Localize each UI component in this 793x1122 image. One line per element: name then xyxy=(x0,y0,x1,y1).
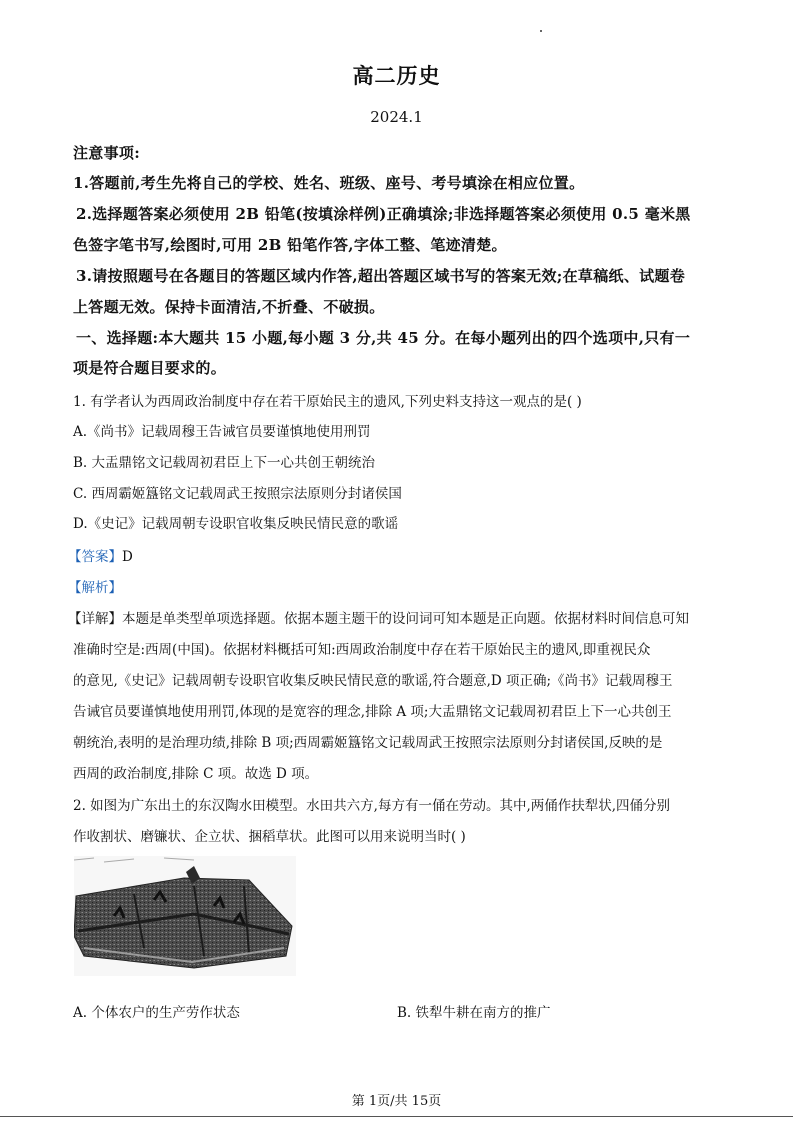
q1-option-a: A.《尚书》记载周穆王告诫官员要谨慎地使用刑罚 xyxy=(73,424,371,440)
q1-detail-line-3: 的意见,《史记》记载周朝专设职官收集反映民情民意的歌谣,符合题意,D 项正确;《尚书》记载周穆王 xyxy=(73,673,673,689)
q2-option-a: A. 个体农户的生产劳作状态 xyxy=(73,1005,240,1021)
q1-detail-line-2: 准确时空是:西周(中国)。依据材料概括可知:西周政治制度中存在若干原始民主的遗风,即重视民众 xyxy=(73,642,651,658)
q2-stem-line-2: 作收割状、磨镰状、企立状、捆稻草状。此图可以用来说明当时( ) xyxy=(73,829,466,845)
analysis-tag: 【解析】 xyxy=(68,580,122,596)
notice-item-3-line-1: 3.请按照题号在各题目的答题区域内作答,超出答题区域书写的答案无效;在草稿纸、试题卷 xyxy=(76,267,686,285)
q1-option-d: D.《史记》记载周朝专设职官收集反映民情民意的歌谣 xyxy=(73,516,399,532)
q1-detail-line-1: 【详解】本题是单类型单项选择题。依据本题主题干的设问词可知本题是正向题。依据材料时间信息可知 xyxy=(68,611,689,627)
section-heading-line-2: 项是符合题目要求的。 xyxy=(73,359,227,377)
notice-heading: 注意事项: xyxy=(73,144,141,162)
q1-detail-line-5: 朝统治,表明的是治理功绩,排除 B 项;西周霸姬簋铭文记载周武王按照宗法原则分封诸侯国,反映的是 xyxy=(73,735,663,751)
q1-detail-line-6: 西周的政治制度,排除 C 项。故选 D 项。 xyxy=(73,766,319,782)
exam-date: 2024.1 xyxy=(370,108,423,126)
q1-answer xyxy=(68,545,133,565)
q2-option-b: B. 铁犁牛耕在南方的推广 xyxy=(397,1005,551,1021)
scan-speck xyxy=(540,30,542,32)
answer-tag: 【答案】 xyxy=(68,549,122,565)
bottom-rule xyxy=(0,1116,793,1117)
q1-option-c: C. 西周霸姬簋铭文记载周武王按照宗法原则分封诸侯国 xyxy=(73,486,402,502)
notice-item-2-line-1: 2.选择题答案必须使用 2B 铅笔(按填涂样例)正确填涂;非选择题答案必须使用 0.5 毫米黑 xyxy=(76,205,691,223)
q1-stem: 1. 有学者认为西周政治制度中存在若干原始民主的遗风,下列史料支持这一观点的是( ) xyxy=(73,394,582,410)
notice-item-1: 1.答题前,考生先将自己的学校、姓名、班级、座号、考号填涂在相应位置。 xyxy=(73,174,585,192)
notice-item-2-line-2: 色签字笔书写,绘图时,可用 2B 铅笔作答,字体工整、笔迹清楚。 xyxy=(73,236,507,254)
exam-title: 高二历史 xyxy=(352,63,441,88)
answer-value: D xyxy=(122,549,133,565)
q2-stem-line-1: 2. 如图为广东出土的东汉陶水田模型。水田共六方,每方有一俑在劳动。其中,两俑作扶犁状,四俑分别 xyxy=(73,798,671,814)
q1-detail-line-4: 告诫官员要谨慎地使用刑罚,体现的是宽容的理念,排除 A 项;大盂鼎铭文记载周初君臣上下一心共创王 xyxy=(73,704,672,720)
q1-option-b: B. 大盂鼎铭文记载周初君臣上下一心共创王朝统治 xyxy=(73,455,376,471)
pottery-paddy-field-model-photo xyxy=(74,856,296,976)
notice-item-3-line-2: 上答题无效。保持卡面清洁,不折叠、不破损。 xyxy=(73,298,385,316)
page-footer: 第 1页/共 15页 xyxy=(351,1094,442,1109)
section-heading-line-1: 一、选择题:本大题共 15 小题,每小题 3 分,共 45 分。在每小题列出的四个选项中,只有一 xyxy=(76,329,691,347)
